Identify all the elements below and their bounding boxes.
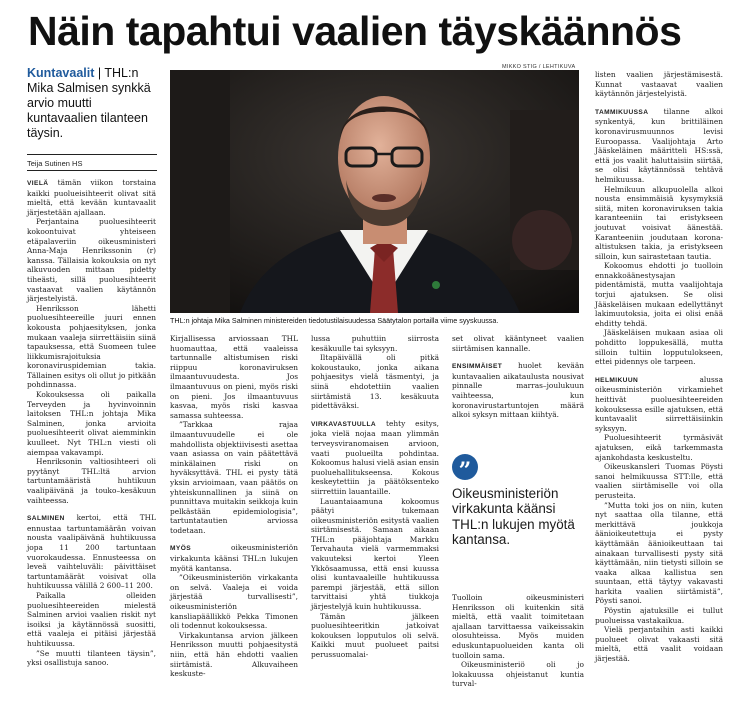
paragraph-text: Oikeusministeriö oli jo lokakuussa ohjeistanut kuntia turval- — [452, 660, 584, 689]
paragraph-lead-in: ENSIMMÄISET — [452, 363, 503, 371]
byline-rule — [27, 170, 157, 171]
article-paragraph — [27, 217, 156, 303]
paragraph-text: Paikalla olleiden puoluesihteereiden mielestä Salminen arvioi vaalien riskit nyt isoiksi ja käytännössä suositti, että vaaleja ei pitäisi järjestää huhtikuussa. — [27, 590, 156, 648]
paragraph-text: Kokoomus ehdotti jo tuolloin ennakkoäänestysajan pidentämistä, mutta vaalijohtaja torjui ajatuksen. Se olisi Jääskeläisen mukaan edellyttänyt lakimuutoksia, joita ei olisi enää ehditty tehdä. — [595, 261, 723, 328]
portrait-illustration — [170, 70, 579, 313]
paragraph-text: lussa puhuttiin siirrosta kesäkuulle tai syksyyn. — [311, 334, 439, 353]
headline: Näin tapahtui vaalien täyskäännös — [28, 8, 682, 54]
paragraph-text: Tämän jälkeen puoluesihteeritkin jatkoivat kokouksen lopputulos oli selvä. Kaikki muut puolueet paitsi perussuomalai- — [311, 611, 439, 659]
paragraph-text: Virkakuntansa arvion jälkeen Henriksson muutti pohjaesitystä niin, että hän ehdotti vaalien siirtämistä. Alkuvaiheen keskuste- — [170, 630, 298, 679]
article-paragraph — [452, 660, 584, 689]
paragraph-text: Puoluesihteerit tyrmäsivät ajatuksen, eikä tarkemmasta ajankohdasta keskusteltu. — [595, 433, 723, 462]
paragraph-text: tehty esitys, joka vielä nojaa maan ylimmän terveysviranomaisen arvioon, vaati puolueilta pohdintaa. Kokoomus halusi vielä asian ensin puoluehallitukseensa. Kokous keskeytettiin ja päätöksenteko siirrettiin lauantaille. — [311, 418, 440, 496]
article-paragraph — [452, 361, 584, 420]
paragraph-lead-in: VIRKAVASTUULLA — [311, 420, 377, 428]
paragraph-text: Vielä perjantaihin asti kaikki puolueet olivat vakaasti sitä mieltä, että vaalit voidaan järjestää. — [595, 625, 723, 664]
article-paragraph — [170, 334, 298, 420]
article-paragraph — [27, 591, 156, 649]
paragraph-lead-in: MYÖS — [170, 545, 192, 553]
paragraph-text: Oikeuskansleri Tuomas Pöysti sanoi helmikuussa STT:lle, että vaalien siirtämiselle voi olla perusteita. — [595, 462, 723, 500]
article-paragraph — [311, 612, 439, 660]
paragraph-text: Kokouksessa oli paikalla Terveyden ja hyvinvoinnin laitoksen THL:n johtaja Mika Salminen, jonka arvioita puoluesihteerit olivat aiemminkin kuulleet. Nyt THL:n viesti oli aiempaa vakavampi. — [27, 390, 156, 457]
article-paragraph — [27, 304, 156, 390]
article-paragraph — [27, 649, 156, 668]
photo-credit: MIKKO STIG / LEHTIKUVA — [502, 64, 576, 70]
article-paragraph — [595, 375, 723, 434]
article-paragraph — [595, 107, 723, 185]
pull-quote: Oikeusministeriön virkakunta käänsi THL:n lukujen myötä kantansa. — [452, 486, 575, 548]
article-paragraph — [27, 390, 156, 457]
article-paragraph — [311, 497, 439, 612]
paragraph-text: Henriksson lähetti puoluesihteereille juuri ennen kokousta pohjaesityksen, jonka mukaan vaaleja siirrettäisiin siinä tapauksessa, että Suomeen tulee liikkumisrajoituksia koronaviruspidemian takia. Tällainen esitys oli ollut jo pitkään pohdinnassa. — [27, 303, 156, 390]
byline: Teija Sutinen HS — [27, 159, 83, 168]
paragraph-text: oikeusministeriön virkakunta käänsi THL:n lukujen myötä kantansa. — [170, 543, 298, 573]
paragraph-lead-in: TAMMIKUUSSA — [595, 108, 649, 116]
paragraph-text: Helmikuun alkupuolella alkoi nousta ensimmäisiä kysymyksiä siitä, miten koronaviruksen takia karanteeniin tai eristykseen joutuvat voisivat äänestää. Karanteeniin joudutaan korona-altistuksen takia, ja eristykseen silloin, kun sairastetaan tautia. — [595, 184, 723, 261]
lede-text: THL:n Mika Salmisen synkkä arvio muutti kuntavaalien tilanteen täysin. — [27, 66, 151, 140]
article-paragraph — [595, 462, 723, 500]
lede — [27, 66, 159, 141]
article-paragraph — [452, 334, 584, 353]
article-paragraph — [311, 334, 439, 353]
article-column-4-bottom — [452, 593, 584, 689]
article-photo — [170, 70, 579, 313]
lede-separator: | — [94, 66, 105, 80]
article-paragraph — [595, 70, 723, 99]
article-paragraph — [170, 543, 298, 573]
article-column-3 — [311, 334, 439, 660]
article-paragraph — [595, 433, 723, 462]
article-paragraph — [27, 178, 156, 217]
paragraph-text: listen vaalien järjestämisestä. Kunnat vastaavat vaalien käytännön järjestelyistä. — [595, 70, 723, 99]
article-paragraph — [311, 353, 439, 411]
paragraph-text: Pöystin ajatuksille ei tullut puolueissa vastakaikua. — [595, 606, 723, 625]
article-paragraph — [595, 625, 723, 663]
lede-rule — [27, 154, 157, 155]
article-paragraph — [170, 573, 298, 631]
paragraph-lead-in: SALMINEN — [27, 515, 65, 523]
paragraph-text: Iltapäivällä oli pitkä kokoustauko, jonka aikana pohjaesitys vielä täsmentyi, ja siinä ehdotettiin vaalien siirtämistä 13. kesäkuuta pidettäväksi. — [311, 353, 439, 411]
article-paragraph — [595, 606, 723, 625]
paragraph-text: Kirjallisessa arviossaan THL huomauttaa, että vaaleissa tartunnalle altistumisen riski riippuu koronaviruksen ilmaantuvuudesta. Jos ilmaantuvuus on pieni, myös riski on pieni. Jos ilmaantuvuus kasvaa, myös riski kasvaa samassa suhteessa. — [170, 334, 298, 420]
paragraph-text: huolet kevään kuntavaalien aikataulusta nousivat pinnalle marras–joulukuun vaihteessa, kun koronavirustartuntojen määrä alkoi syksyn mittaan kiihtyä. — [452, 361, 584, 420]
article-column-1 — [27, 178, 156, 668]
photo-caption: THL:n johtaja Mika Salminen ministereiden tiedotustilaisuudessa Säätytalon portailla viime syyskuussa. — [170, 316, 499, 325]
paragraph-lead-in: HELMIKUUN — [595, 376, 639, 384]
paragraph-text: ”Oikeusministeriön virkakanta on selvä. Vaaleja ei voida järjestää turvallisesti”, oikeusministeriön kansliapäällikkö Pekka Timonen oli todennut kokouksessa. — [170, 573, 298, 631]
paragraph-text: Perjantaina puoluesihteerit kokoontuivat yhteiseen etäpalaveriin oikeusministeri Anna-Maja Henrikssonin (r) kanssa. Tällaisia kokouksia on nyt alkuvuoden mittaan pidetty tiheästi, sillä puoluesihteerit vastaavat vaalien käytännön järjestelyistä. — [27, 217, 156, 304]
article-column-4-top — [452, 334, 584, 420]
paragraph-text: set olivat kääntyneet vaalien siirtämisen kannalle. — [452, 334, 584, 353]
article-paragraph — [595, 328, 723, 366]
article-column-2 — [170, 334, 298, 679]
paragraph-text: Henriksonin valtiosihteeri oli pyytänyt THL:ltä arvion tartuntamääristä huhtikuun vaalipäivänä ja touko–kesäkuun vaihteessa. — [27, 457, 156, 505]
article-paragraph — [27, 513, 156, 591]
quote-icon: ” — [452, 454, 478, 480]
paragraph-text: tilanne alkoi synkentyä, kun brittiläinen koronavirusmuunnos levisi Euroopassa. Vaalijohtaja Arto Jääskeläinen määritteli HS:ssä, että jos vaalit haluttaisiin siirtää, se olisi käytännössä tehtävä helmikuussa. — [595, 106, 723, 184]
article-paragraph — [170, 420, 298, 535]
article-paragraph — [170, 631, 298, 679]
paragraph-text: Lauantaiaamuna kokoomus päätyi tukemaan oikeusministeriön esitystä vaalien siirtämisestä. Samaan aikaan THL:n pääjohtaja Markku Tervahauta vielä varmemmaksi vakuuteksi kertoi Yleen Ykkösaamussa, että ensi kuussa olisi kuntavaaleille huhtikuussa parempi järjestää, että sillon tarvittaisi yhtä tiukkoja järjestelyjä kuin huhtikuussa. — [311, 496, 439, 612]
article-paragraph — [27, 457, 156, 505]
article-paragraph — [452, 593, 584, 660]
article-paragraph — [595, 261, 723, 328]
section-kicker[interactable]: Kuntavaalit — [27, 66, 95, 80]
paragraph-text: ”Mutta toki jos on niin, kuten nyt saattaa olla tilanne, että merkittävä joukkoja äänioikeutettuja ei pysty käyttämään äänioikeuttaan tai ainakaan turvallisesti pysty sitä käyttämään, niin tietysti silloin se vaaka alkaa kallistua sen suuntaan, että täytyy vakavasti harkita vaalien siirtämistä”, Pöysti sanoi. — [595, 500, 723, 606]
paragraph-text: Jääskeläisen mukaan asiaa oli pohditto loppukesällä, mutta silloin tultiin lopputulokseen, ettei pidennys ole tarpeen. — [595, 328, 723, 367]
article-column-5 — [595, 70, 723, 664]
article-paragraph — [595, 185, 723, 262]
paragraph-text: alussa oikeusministeriön virkamiehet heittivät puoluesihteereiden kokouksessa esille ajatuksen, että kuntavaalit siirrettäisiinkin syksyyn. — [595, 374, 723, 433]
paragraph-text: kertoi, että THL ennustaa tartuntamäärän voivan nousta vaalipäivänä huhtikuussa jopa 11 200 tartuntaan vuorokaudessa. Ennusteessa on leveä vaihteluväli: päivittäiset tartuntamäärät voisivat olla huhtikuussa välillä 2 600–11 200. — [27, 513, 156, 591]
paragraph-text: ”Se muutti tilanteen täysin”, yksi osallistuja sanoo. — [27, 648, 156, 668]
article-paragraph — [311, 419, 439, 497]
article-paragraph — [595, 501, 723, 607]
paragraph-text: ”Tarkkaa rajaa ilmaantuvuudelle ei ole mahdollista objektiivisesti asettaa vaan asiassa on vain päätettävä minkälainen riski on hyväksyttävä. THL ei pysty tätä yksin arvioimaan, vaan päätös on yhteiskunnallinen ja siinä on punnittava muitakin seikkoja kuin pelkästään epidemiologisia”, tartuntatautien arviossa todetaan. — [170, 420, 298, 535]
paragraph-text: Tuolloin oikeusministeri Henriksson oli kuitenkin sitä mieltä, että vaalit toimitetaan ajallaan tarvittaessa vaikeissakin olosuhteissa. Myös muiden eduskuntapuolueiden kanta oli tuolloin sama. — [452, 593, 584, 660]
paragraph-lead-in: VIELÄ — [27, 180, 49, 187]
paragraph-text: tämän viikon torstaina kaikki puolueisihteerit olivat sitä mieltä, että kevään kuntavaalit järjestetään ajallaan. — [27, 178, 156, 217]
